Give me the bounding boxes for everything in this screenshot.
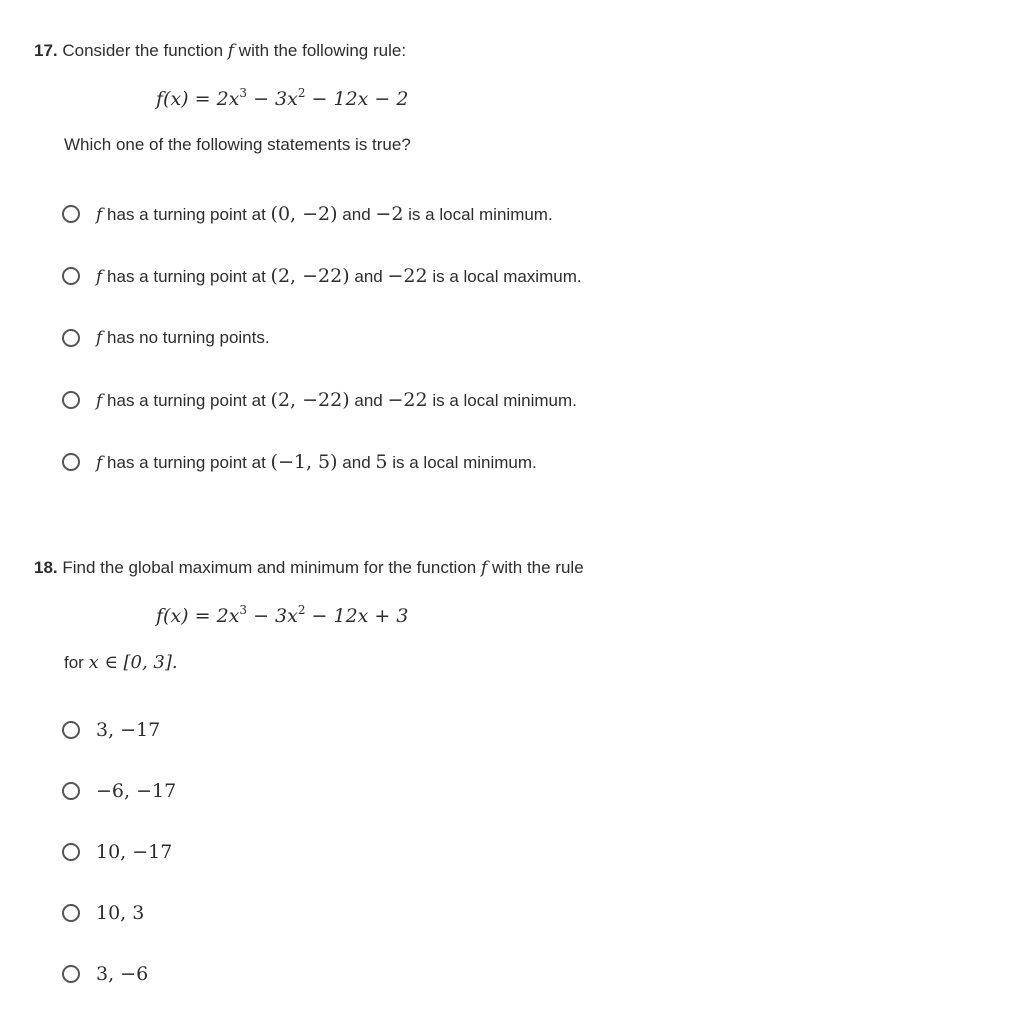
option-text: and	[342, 453, 371, 472]
option-text: and	[354, 391, 383, 410]
option-math: −22	[387, 389, 428, 411]
option-var: f	[96, 391, 103, 411]
question-prompt: Which one of the following statements is true?	[64, 135, 411, 154]
answer-option-4[interactable]	[62, 386, 582, 414]
option-label	[96, 389, 577, 411]
stem-variable: f	[227, 41, 235, 61]
question-18	[34, 555, 984, 985]
option-var: f	[96, 328, 103, 348]
answer-option-4[interactable]	[62, 899, 176, 927]
formula-exponent: 3	[239, 86, 248, 100]
radio-button[interactable]	[62, 329, 80, 347]
option-label: 10, −17	[96, 841, 173, 863]
option-label: 3, −6	[96, 963, 149, 985]
function-formula	[156, 605, 408, 627]
option-math: (2, −22)	[270, 265, 350, 287]
option-label: 10, 3	[96, 902, 145, 924]
formula-exponent: 2	[297, 603, 306, 617]
stem-text: Consider the function	[62, 41, 224, 60]
option-text: is a local maximum.	[432, 267, 582, 286]
option-label	[96, 328, 270, 348]
option-label	[96, 265, 582, 287]
formula-lhs: f(x) = 2x	[156, 88, 240, 110]
option-label: 3, −17	[96, 719, 161, 741]
option-label	[96, 203, 553, 225]
question-prompt	[64, 652, 178, 673]
formula-exponent: 2	[297, 86, 306, 100]
stem-variable: f	[480, 558, 488, 578]
stem-text-end: with the following rule:	[238, 41, 407, 60]
function-formula	[156, 88, 408, 110]
answer-option-2[interactable]	[62, 262, 582, 290]
option-var: f	[96, 205, 103, 225]
option-text: has a turning point at	[107, 391, 266, 410]
stem-text: Find the global maximum and minimum for the function	[62, 558, 477, 577]
answer-options	[62, 200, 582, 510]
option-var: f	[96, 453, 103, 473]
question-17-stem	[34, 38, 984, 64]
radio-button[interactable]	[62, 904, 80, 922]
option-label: −6, −17	[96, 780, 177, 802]
option-text: has a turning point at	[107, 205, 266, 224]
radio-button[interactable]	[62, 391, 80, 409]
prompt-math: x ∈ [0, 3].	[88, 652, 178, 673]
radio-button[interactable]	[62, 721, 80, 739]
option-math: −2	[375, 203, 404, 225]
answer-option-3[interactable]	[62, 324, 582, 352]
prompt-text: for	[64, 653, 84, 672]
answer-option-3[interactable]	[62, 838, 176, 866]
option-text: is a local minimum.	[432, 391, 577, 410]
answer-option-2[interactable]	[62, 777, 176, 805]
radio-button[interactable]	[62, 267, 80, 285]
formula-exponent: 3	[239, 603, 248, 617]
question-17	[34, 38, 984, 473]
option-math: 5	[375, 451, 388, 473]
option-math: (−1, 5)	[270, 451, 338, 473]
option-label	[96, 451, 537, 473]
radio-button[interactable]	[62, 782, 80, 800]
stem-text-end: with the rule	[492, 558, 584, 577]
formula-lhs: f(x) = 2x	[156, 605, 240, 627]
answer-option-1[interactable]	[62, 716, 176, 744]
option-text: and	[342, 205, 371, 224]
option-text: and	[354, 267, 383, 286]
answer-option-5[interactable]	[62, 960, 176, 988]
radio-button[interactable]	[62, 965, 80, 983]
option-var: f	[96, 267, 103, 287]
question-number: 18.	[34, 558, 58, 577]
formula-rhs: − 12x − 2	[305, 88, 409, 110]
option-math: (0, −2)	[270, 203, 338, 225]
formula-mid: − 3x	[247, 605, 298, 627]
option-math: (2, −22)	[270, 389, 350, 411]
question-number: 17.	[34, 41, 58, 60]
answer-option-1[interactable]	[62, 200, 582, 228]
formula-mid: − 3x	[247, 88, 298, 110]
radio-button[interactable]	[62, 205, 80, 223]
radio-button[interactable]	[62, 843, 80, 861]
option-text: is a local minimum.	[408, 205, 553, 224]
answer-option-5[interactable]	[62, 448, 582, 476]
option-text: has a turning point at	[107, 453, 266, 472]
option-text: is a local minimum.	[392, 453, 537, 472]
option-math: −22	[387, 265, 428, 287]
option-text: has no turning points.	[107, 328, 270, 347]
question-18-stem	[34, 555, 984, 581]
radio-button[interactable]	[62, 453, 80, 471]
option-text: has a turning point at	[107, 267, 266, 286]
formula-rhs: − 12x + 3	[305, 605, 409, 627]
answer-options	[62, 716, 176, 1021]
